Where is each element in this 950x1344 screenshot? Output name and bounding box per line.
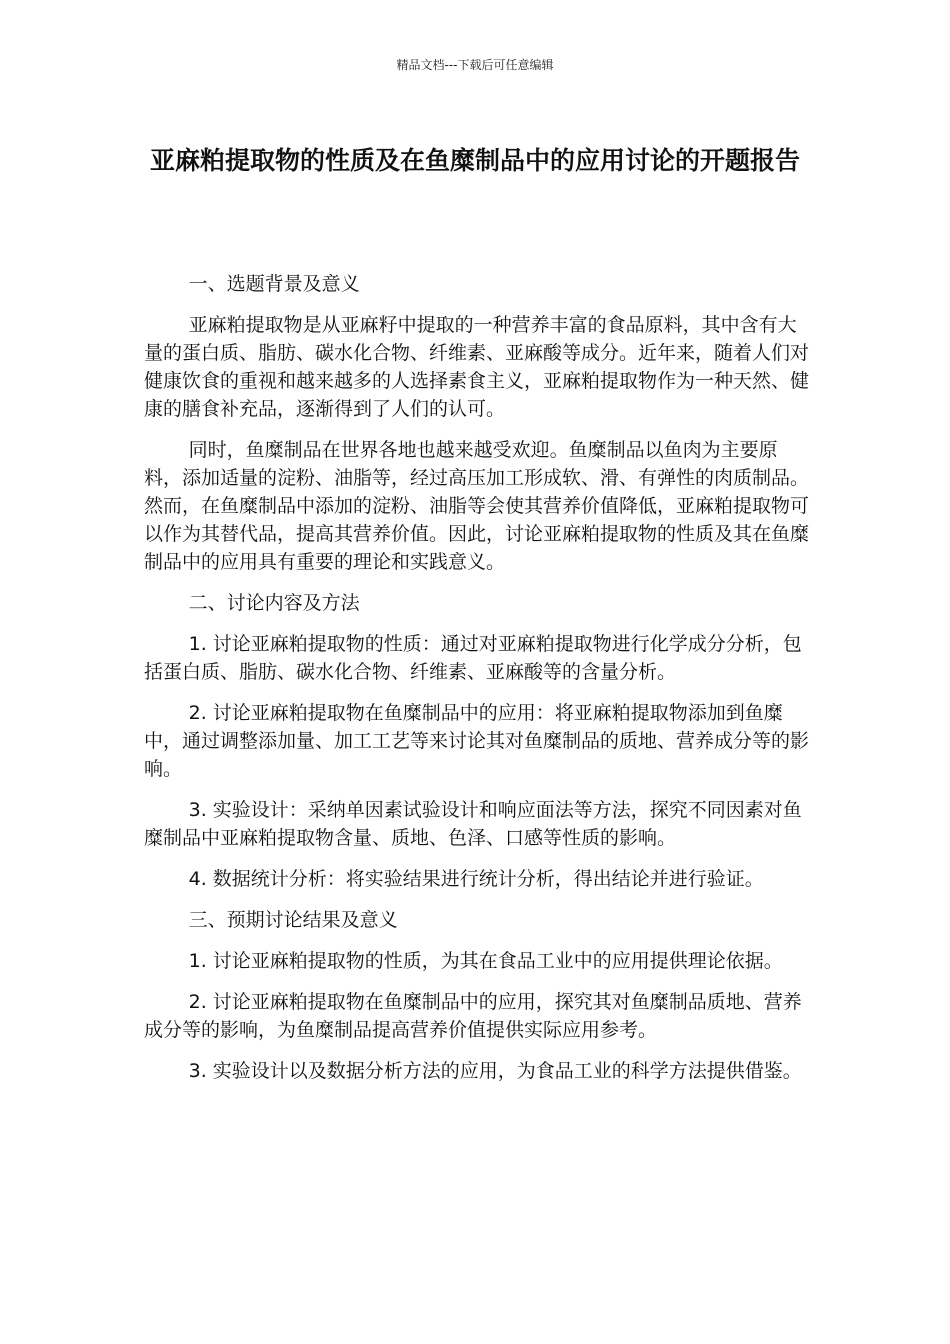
section-heading: 二、讨论内容及方法 (188, 592, 360, 614)
list-item: 1. 讨论亚麻粕提取物的性质：通过对亚麻粕提取物进行化学成分分析，包括蛋白质、脂肪、碳水化合物、纤维素、亚麻酸等的含量分析。 (144, 633, 802, 683)
section-background (144, 270, 810, 576)
page-header: 精品文档---下载后可任意编辑 (396, 58, 554, 72)
section-heading: 一、选题背景及意义 (188, 273, 360, 295)
list-item: 3. 实验设计以及数据分析方法的应用，为食品工业的科学方法提供借鉴。 (188, 1060, 802, 1082)
list-item: 2. 讨论亚麻粕提取物在鱼糜制品中的应用，探究其对鱼糜制品质地、营养成分等的影响，为鱼糜制品提高营养价值提供实际应用参考。 (144, 991, 802, 1041)
list-item: 1. 讨论亚麻粕提取物的性质，为其在食品工业中的应用提供理论依据。 (188, 950, 783, 972)
paragraph: 亚麻粕提取物是从亚麻籽中提取的一种营养丰富的食品原料，其中含有大量的蛋白质、脂肪、碳水化合物、纤维素、亚麻酸等成分。近年来，随着人们对健康饮食的重视和越来越多的人选择素食主义，亚麻粕提取物作为一种天然、健康的膳食补充品，逐渐得到了人们的认可。 (144, 314, 810, 420)
section-expected-results (144, 906, 810, 1085)
document-body (144, 270, 810, 1098)
section-heading: 三、预期讨论结果及意义 (188, 909, 398, 931)
section-content-methods (144, 589, 810, 893)
document-title: 亚麻粕提取物的性质及在鱼糜制品中的应用讨论的开题报告 (149, 146, 800, 175)
paragraph: 同时，鱼糜制品在世界各地也越来越受欢迎。鱼糜制品以鱼肉为主要原料，添加适量的淀粉、油脂等，经过高压加工形成软、滑、有弹性的肉质制品。然而，在鱼糜制品中添加的淀粉、油脂等会使其营养价值降低，亚麻粕提取物可以作为其替代品，提高其营养价值。因此，讨论亚麻粕提取物的性质及其在鱼糜制品中的应用具有重要的理论和实践意义。 (144, 439, 810, 573)
list-item: 2. 讨论亚麻粕提取物在鱼糜制品中的应用：将亚麻粕提取物添加到鱼糜中，通过调整添加量、加工工艺等来讨论其对鱼糜制品的质地、营养成分等的影响。 (144, 702, 810, 780)
list-item: 3. 实验设计：采纳单因素试验设计和响应面法等方法，探究不同因素对鱼糜制品中亚麻粕提取物含量、质地、色泽、口感等性质的影响。 (144, 799, 802, 849)
list-item: 4. 数据统计分析：将实验结果进行统计分析，得出结论并进行验证。 (188, 868, 764, 890)
